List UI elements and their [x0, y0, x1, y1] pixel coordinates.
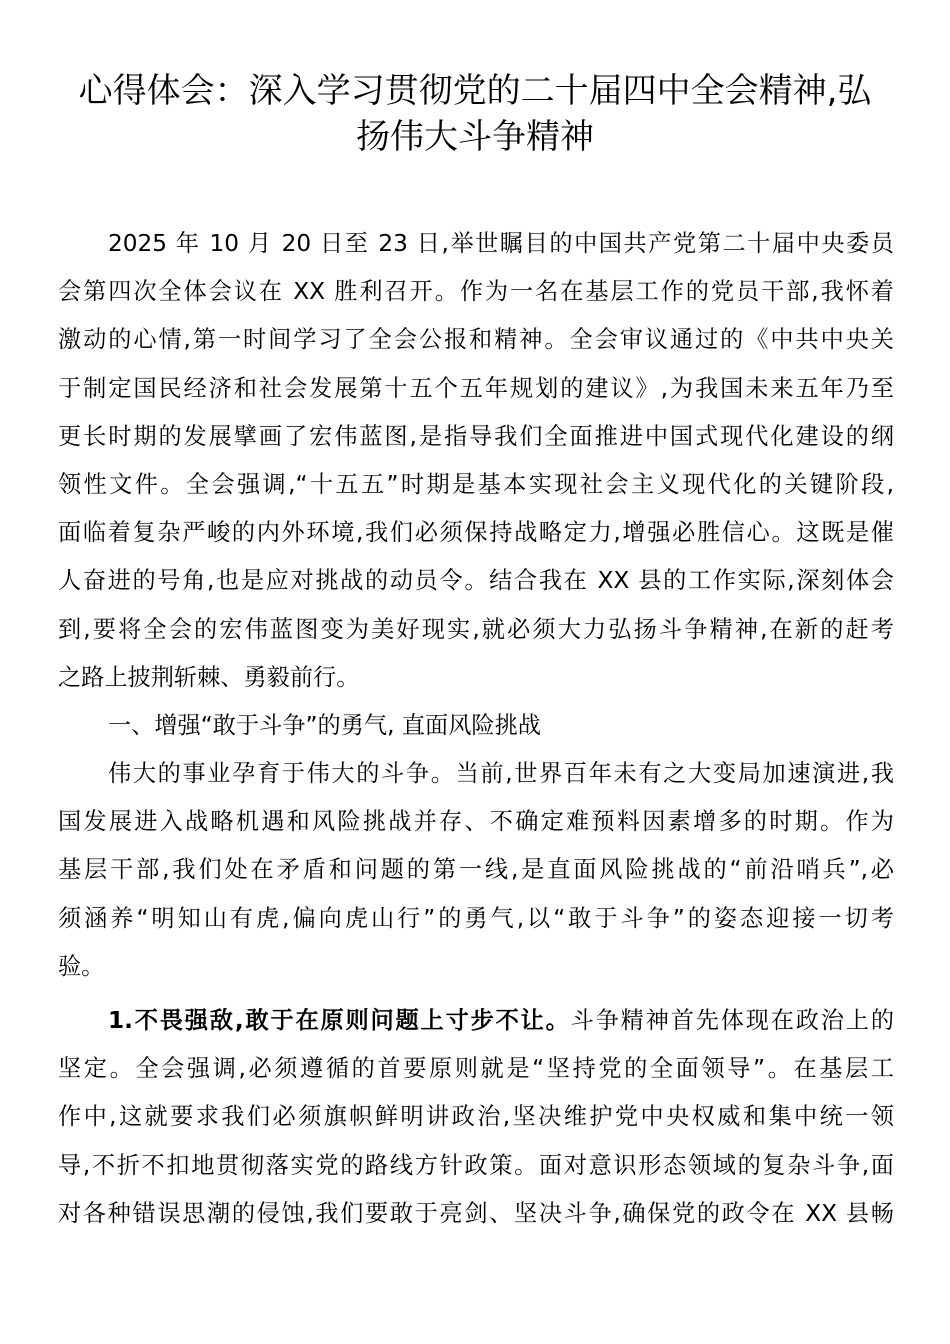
text-line: 须涵养“明知山有虎,偏向虎山行”的勇气,以“敢于斗争”的姿态迎接一切考 — [58, 904, 894, 932]
title-line-1: 心得体会：深入学习贯彻党的二十届四中全会精神,弘 — [78, 71, 872, 111]
text-line: 国发展进入战略机遇和风险挑战并存、不确定难预料因素增多的时期。作为 — [58, 808, 894, 836]
section-heading-1 — [58, 702, 894, 750]
text-line: 伟大的事业孕育于伟大的斗争。当前,世界百年未有之大变局加速演进,我 — [108, 760, 894, 788]
text-line: 会第四次全体会议在 XX 胜利召开。作为一名在基层工作的党员干部,我怀着 — [58, 278, 894, 306]
text-line: 基层干部,我们处在矛盾和问题的第一线,是直面风险挑战的“前沿哨兵”,必 — [58, 856, 894, 884]
text-line: 激动的心情,第一时间学习了全会公报和精神。全会审议通过的《中共中央关 — [58, 326, 894, 354]
document-title — [40, 68, 910, 160]
paragraph-section-1 — [58, 750, 894, 991]
title-line-2: 扬伟大斗争精神 — [356, 117, 594, 157]
bold-lead: 1.不畏强敌,敢于在原则问题上寸步不让。 — [108, 1007, 571, 1034]
section-heading-text: 一、增强“敢于斗争”的勇气, 直面风险挑战 — [108, 711, 541, 739]
text-line: 到,要将全会的宏伟蓝图变为美好现实,就必须大力弘扬斗争精神,在新的赶考 — [58, 615, 894, 643]
text-line: 之路上披荆斩棘、勇毅前行。 — [58, 663, 360, 691]
text-line: 作中,这就要求我们必须旗帜鲜明讲政治,坚决维护党中央权威和集中统一领 — [58, 1103, 894, 1131]
text-line-rest: 斗争精神首先体现在政治上的 — [570, 1007, 895, 1034]
text-line: 领性文件。全会强调,“十五五”时期是基本实现社会主义现代化的关键阶段, — [58, 470, 894, 498]
text-line: 验。 — [58, 952, 105, 980]
text-line: 于制定国民经济和社会发展第十五个五年规划的建议》,为我国未来五年乃至 — [58, 374, 894, 402]
text-line: 更长时期的发展擘画了宏伟蓝图,是指导我们全面推进中国式现代化建设的纲 — [58, 422, 894, 450]
text-line — [58, 997, 894, 1045]
text-line: 导,不折不扣地贯彻落实党的路线方针政策。面对意识形态领域的复杂斗争,面 — [58, 1151, 894, 1179]
document-body — [58, 220, 894, 1238]
text-line: 坚定。全会强调,必须遵循的首要原则就是“坚持党的全面领导”。在基层工 — [58, 1055, 894, 1083]
paragraph-point-1 — [58, 997, 894, 1238]
text-line: 面临着复杂严峻的内外环境,我们必须保持战略定力,增强必胜信心。这既是催 — [58, 519, 894, 547]
paragraph-intro — [58, 220, 894, 702]
text-line: 2025 年 10 月 20 日至 23 日,举世瞩目的中国共产党第二十届中央委员 — [108, 230, 894, 257]
text-line: 对各种错误思潮的侵蚀,我们要敢于亮剑、坚决斗争,确保党的政令在 XX 县畅 — [58, 1199, 894, 1227]
text-line: 人奋进的号角,也是应对挑战的动员令。结合我在 XX 县的工作实际,深刻体会 — [58, 567, 894, 595]
